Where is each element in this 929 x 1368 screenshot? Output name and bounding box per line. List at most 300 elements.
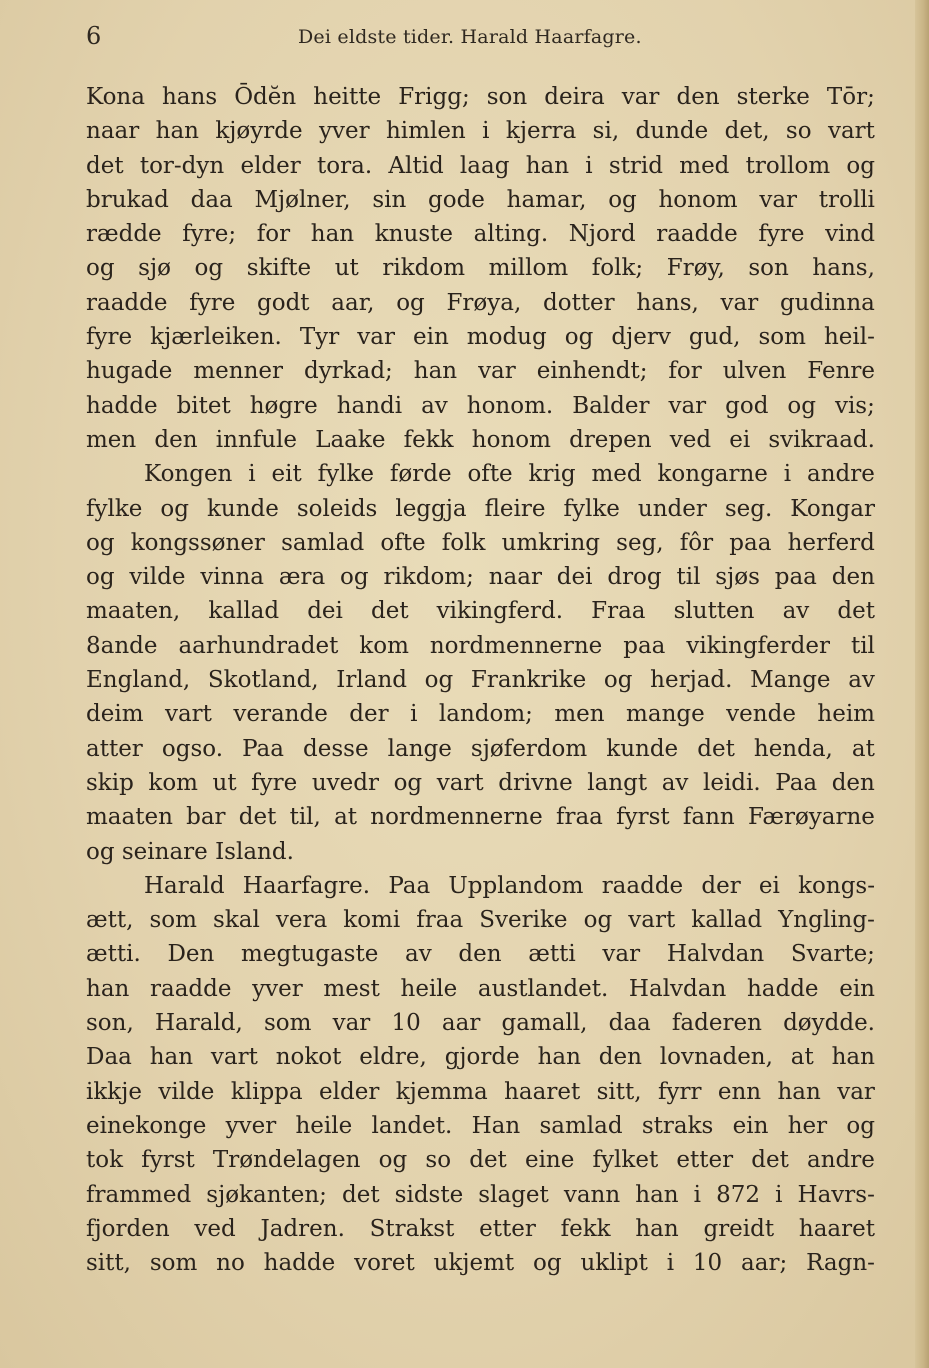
text-line (86, 1075, 875, 1109)
text-line (86, 251, 875, 285)
word: Upplandom (448, 872, 584, 899)
text-line: og seinare Island. (86, 838, 294, 865)
word: samlad (281, 529, 365, 556)
word: han (537, 1044, 581, 1071)
word: henda, (753, 735, 833, 762)
text-line (86, 423, 875, 457)
text-line (86, 697, 875, 731)
word: ætti (528, 941, 576, 968)
word: Jadren. (260, 1215, 345, 1242)
text-line (86, 114, 875, 148)
word: Daa (86, 1044, 132, 1071)
word: 10 (391, 1010, 421, 1037)
word: elder (319, 1078, 380, 1105)
word: sjøferdom (470, 735, 588, 762)
word: Frøya, (446, 289, 522, 316)
word: det (238, 804, 277, 831)
word: ætti. (86, 941, 141, 968)
word: fôr (679, 529, 714, 556)
word: kallad (208, 598, 280, 625)
word: Frankrike (470, 667, 587, 694)
word: seg. (724, 495, 773, 522)
word: fleire (484, 495, 546, 522)
word: haaret (504, 1078, 581, 1105)
word: som (149, 1250, 198, 1277)
word: slutten (673, 598, 755, 625)
word: Han (471, 1112, 521, 1139)
word: og (86, 529, 115, 556)
word: i (410, 701, 418, 728)
word: og (86, 564, 115, 591)
word: dunde (635, 118, 709, 145)
word: gud, (688, 324, 741, 351)
word: herjad. (650, 667, 733, 694)
word: var (478, 358, 516, 385)
word: med (679, 152, 730, 179)
word: atter (86, 735, 143, 762)
word: han (149, 1044, 194, 1071)
word: sitt, (596, 1078, 642, 1105)
word: innfule (215, 426, 298, 453)
word: dei (307, 598, 343, 625)
word: Paa (388, 872, 431, 899)
word: landet. (371, 1112, 453, 1139)
word: si, (592, 118, 620, 145)
word: einhendt; (536, 358, 648, 385)
word: Yngling- (778, 907, 875, 934)
word: den (676, 84, 720, 110)
word: det (469, 1147, 507, 1174)
word: Ragn- (806, 1250, 875, 1277)
text-line (86, 800, 875, 834)
word: knuste (374, 221, 453, 248)
word: som (758, 324, 806, 351)
text-line (86, 663, 875, 697)
word: og (846, 1112, 875, 1139)
word: tora. (317, 152, 373, 179)
word: rikdom (382, 255, 466, 282)
word: ein (412, 324, 449, 351)
word: ein (732, 1112, 769, 1139)
word: og (846, 152, 875, 179)
word: vilde (129, 564, 186, 591)
word: slaget (478, 1181, 549, 1208)
word: i (585, 152, 593, 179)
word: kunde (206, 495, 279, 522)
word: kallad (691, 907, 763, 934)
text-line (86, 286, 875, 320)
text-line (86, 766, 875, 800)
word: heil- (823, 324, 875, 351)
word: kjøyrde (215, 118, 303, 145)
word: tok (86, 1147, 124, 1174)
word: honom (471, 426, 551, 453)
word: fylke (563, 495, 620, 522)
text-line (86, 1109, 875, 1143)
text-line (86, 389, 875, 423)
word: bitet (176, 392, 231, 419)
word: daa (190, 186, 233, 213)
word: Mjølner, (254, 186, 351, 213)
word: var (720, 289, 759, 316)
word: fann (682, 804, 735, 831)
word: god (725, 392, 769, 419)
word: var (668, 392, 707, 419)
page-number: 6 (86, 22, 102, 50)
word: Trøndelagen (212, 1147, 361, 1174)
word: 8ande (86, 632, 158, 659)
word: alting. (473, 221, 549, 248)
word: vart (164, 701, 212, 728)
word: kongssøner (130, 529, 265, 556)
word: ukjemt (433, 1250, 515, 1277)
word: og (378, 1147, 408, 1174)
word: skal (213, 907, 260, 934)
word: han (635, 1181, 679, 1208)
word: hamar, (506, 186, 587, 213)
word: eit (271, 461, 302, 488)
word: vinna (200, 564, 265, 591)
word: til (850, 632, 875, 659)
word: Sverike (479, 907, 568, 934)
word: ut (212, 769, 237, 796)
word: og (608, 186, 637, 213)
word: han (413, 358, 458, 385)
word: handi (336, 392, 403, 419)
word: son (748, 255, 789, 282)
word: og (533, 1250, 562, 1277)
word: austlandet. (477, 975, 609, 1002)
word: hugade (86, 358, 173, 385)
word: av (782, 598, 810, 625)
word: hans, (812, 255, 875, 282)
word: fyrst (141, 1147, 195, 1174)
word: leggja (395, 495, 467, 522)
word: sidste (394, 1181, 464, 1208)
word: førde (389, 461, 452, 488)
text-line (86, 217, 875, 251)
word: at (334, 804, 358, 831)
word: son (486, 84, 528, 110)
page-header (86, 22, 869, 52)
word: Njord (568, 221, 636, 248)
word: Halvdan (666, 941, 765, 968)
word: kom (148, 769, 198, 796)
word: vart (827, 118, 875, 145)
text-line (86, 594, 875, 628)
word: rædde (86, 221, 162, 248)
word: Paa (775, 769, 818, 796)
word: fylke (317, 461, 374, 488)
word: hadde (746, 975, 819, 1002)
word: desse (303, 735, 369, 762)
word: og (564, 324, 594, 351)
word: Tōr; (826, 84, 875, 110)
word: dei (556, 564, 593, 591)
word: Harald (144, 872, 225, 899)
word: frammed (86, 1181, 192, 1208)
word: drivne (498, 769, 573, 796)
word: Frigg; (398, 84, 470, 110)
word: den (458, 941, 502, 968)
text-line (86, 732, 875, 766)
word: og (86, 255, 115, 282)
word: og (396, 289, 425, 316)
word: kongarne (657, 461, 768, 488)
word: av (661, 769, 689, 796)
word: heile (295, 1112, 353, 1139)
word: og (787, 392, 816, 419)
word: i (775, 1181, 783, 1208)
word: folk (441, 529, 486, 556)
word: paa (774, 564, 817, 591)
word: Havrs- (797, 1181, 875, 1208)
text-line (86, 560, 875, 594)
word: og (603, 667, 633, 694)
text-line (86, 526, 875, 560)
word: Haarfagre. (242, 872, 371, 899)
word: Kona (86, 84, 145, 110)
word: det (371, 598, 409, 625)
word: gjorde (444, 1044, 520, 1071)
word: kongs- (798, 872, 875, 899)
text-line (86, 869, 875, 903)
word: hans, (636, 289, 699, 316)
word: vind (825, 221, 875, 248)
word: nordmennerne (370, 804, 543, 831)
word: lange (387, 735, 452, 762)
word: djerv (611, 324, 671, 351)
word: vart (436, 769, 484, 796)
word: ei (729, 426, 751, 453)
word: og (583, 907, 613, 934)
word: heitte (313, 84, 382, 110)
word: raadde (86, 289, 168, 316)
word: einekonge (86, 1112, 207, 1139)
text-line (86, 320, 875, 354)
word: ulven (722, 358, 787, 385)
word: tor-dyn (139, 152, 225, 179)
word: Strakst (369, 1215, 455, 1242)
word: lovnaden, (659, 1044, 773, 1071)
text-line (86, 1006, 875, 1040)
word: og (393, 769, 423, 796)
text-line (86, 492, 875, 526)
word: umkring (501, 529, 601, 556)
word: godt (257, 289, 310, 316)
word: og (340, 564, 369, 591)
word: der (349, 701, 389, 728)
word: i (693, 1181, 702, 1208)
word: Balder (572, 392, 650, 419)
word: paa (623, 632, 666, 659)
word: under (637, 495, 707, 522)
word: at (851, 735, 875, 762)
word: og (194, 255, 224, 282)
word: fyrr (657, 1078, 702, 1105)
word: komi (343, 907, 401, 934)
text-line (86, 1143, 875, 1177)
word: Irland (336, 667, 407, 694)
word: etter (479, 1215, 536, 1242)
word: deim (86, 701, 144, 728)
word: sin (372, 186, 407, 213)
word: modug (466, 324, 547, 351)
word: megtugaste (241, 941, 379, 968)
word: kjemma (395, 1078, 488, 1105)
word: vis; (834, 392, 875, 419)
word: og (424, 667, 454, 694)
word: han (155, 118, 199, 145)
word: Fenre (807, 358, 875, 385)
word: yver (319, 118, 370, 145)
word: han (831, 1044, 875, 1071)
word: no (216, 1250, 245, 1277)
word: heim (817, 701, 875, 728)
word: var (837, 1078, 875, 1105)
word: ein (839, 975, 875, 1002)
word: og (160, 495, 189, 522)
word: kom (359, 632, 409, 659)
word: vart (210, 1044, 258, 1071)
word: Paa (242, 735, 284, 762)
word: yver (225, 1112, 277, 1139)
word: fyre (189, 289, 236, 316)
word: aarhundradet (178, 632, 339, 659)
word: haaret (798, 1215, 875, 1242)
word: England, (86, 667, 191, 694)
word: hadde (86, 392, 158, 419)
word: Ōdĕn (234, 84, 297, 110)
word: brukad (86, 186, 169, 213)
word: dyrkad; (303, 358, 393, 385)
word: i (248, 461, 256, 488)
word: daa (608, 1010, 651, 1037)
word: til (676, 564, 701, 591)
word: drepen (569, 426, 652, 453)
word: kjærleiken. (150, 324, 282, 351)
word: fekk (403, 426, 454, 453)
word: for (256, 221, 291, 248)
word: eine (524, 1147, 575, 1174)
word: fekk (560, 1215, 611, 1242)
word: enn (717, 1078, 762, 1105)
word: paa (729, 529, 772, 556)
word: æra (278, 564, 326, 591)
word: voret (354, 1250, 415, 1277)
text-line (86, 354, 875, 388)
word: millom (488, 255, 569, 282)
word: han (310, 221, 355, 248)
text-line (86, 149, 875, 183)
word: skip (86, 769, 134, 796)
word: aar, (331, 289, 375, 316)
word: trolli (818, 186, 875, 213)
word: maaten (86, 804, 173, 831)
word: kjerra (505, 118, 577, 145)
word: so (425, 1147, 452, 1174)
word: gudinna (779, 289, 875, 316)
word: sjøkanten; (206, 1181, 327, 1208)
word: leidi. (702, 769, 761, 796)
word: i (783, 461, 792, 488)
word: vikingferder (686, 632, 830, 659)
word: laag (459, 152, 510, 179)
word: ogso. (161, 735, 224, 762)
running-head: Dei eldste tider. Harald Haarfagre. (298, 26, 642, 48)
word: fraa (416, 907, 464, 934)
word: langt (587, 769, 648, 796)
word: 872 (716, 1181, 761, 1208)
word: heile (400, 975, 458, 1002)
word: han (86, 975, 130, 1002)
word: vera (275, 907, 328, 934)
text-line (86, 1040, 875, 1074)
word: fyre (758, 221, 805, 248)
word: ut (334, 255, 359, 282)
word: andre (807, 461, 875, 488)
word: til, (289, 804, 321, 831)
word: etter (676, 1147, 734, 1174)
word: den (831, 564, 875, 591)
word: krig (528, 461, 576, 488)
word: han (777, 1078, 821, 1105)
word: folk; (591, 255, 644, 282)
word: den (598, 1044, 642, 1071)
word: døydde. (783, 1010, 875, 1037)
word: Tyr (299, 324, 340, 351)
word: skifte (246, 255, 312, 282)
word: ei (758, 872, 780, 899)
word: det (751, 1147, 789, 1174)
word: han (635, 1215, 679, 1242)
word: vilde (158, 1078, 215, 1105)
word: straks (641, 1112, 714, 1139)
word: i (482, 118, 490, 145)
word: vann (563, 1181, 621, 1208)
word: Mange (750, 667, 831, 694)
word: fjorden (86, 1215, 170, 1242)
word: der (701, 872, 741, 899)
word: her (787, 1112, 828, 1139)
word: gode (428, 186, 485, 213)
word: landom; (438, 701, 533, 728)
word: Kongen (144, 461, 233, 488)
word: uvedr (311, 769, 379, 796)
word: det (837, 598, 875, 625)
word: Halvdan (628, 975, 727, 1002)
word: so (785, 118, 812, 145)
word: Færøyarne (747, 804, 875, 831)
word: yver (252, 975, 303, 1002)
word: ikkje (86, 1078, 142, 1105)
word: sterke (736, 84, 810, 110)
word: av (848, 667, 875, 694)
word: det (697, 735, 735, 762)
word: var (357, 324, 395, 351)
word: bar (186, 804, 226, 831)
word: med (591, 461, 642, 488)
text-line (86, 80, 875, 114)
word: fyre; (182, 221, 237, 248)
word: men (86, 426, 137, 453)
word: verande (233, 701, 328, 728)
word: 10 (692, 1250, 723, 1277)
text-line (86, 183, 875, 217)
word: fraa (555, 804, 603, 831)
word: det, (724, 118, 770, 145)
word: av (405, 941, 432, 968)
